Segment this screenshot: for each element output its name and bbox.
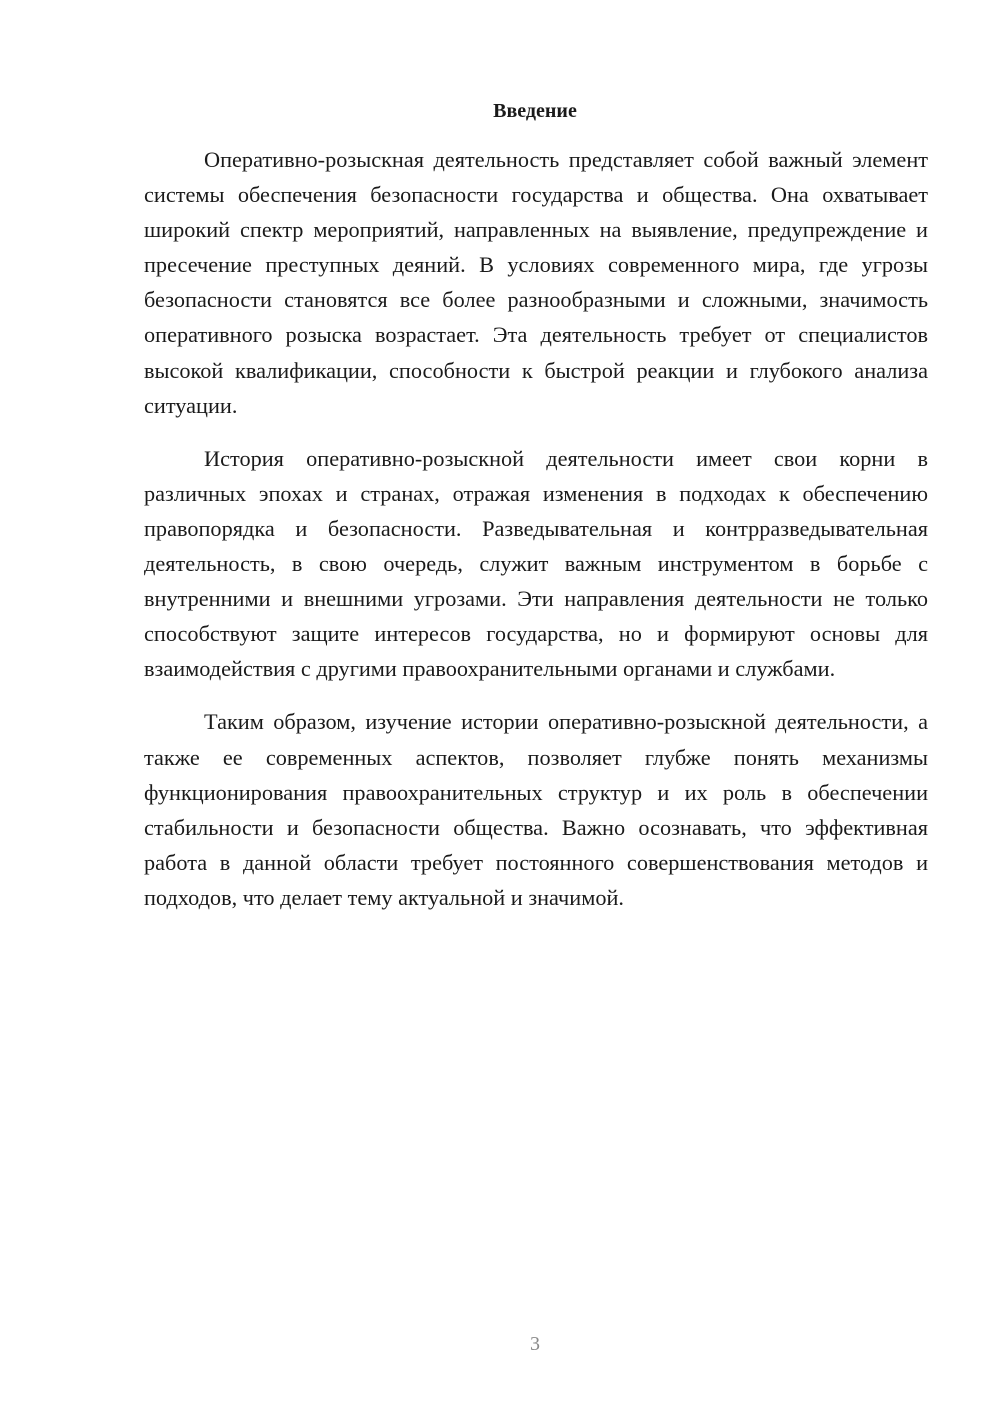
document-body [144, 142, 928, 933]
paragraph-2: История оперативно-розыскной деятельности имеет свои корни в различных эпохах и странах, отражая изменения в подходах к обеспечению правопорядка и безопасности. Разведывательная и контрразведывательная деятельность, в свою очередь, служит важным инструментом в борьбе с внутренними и внешними угрозами. Эти направления деятельности не только способствуют защите интересов государства, но и формируют основы для взаимодействия с другими правоохранительными органами и службами. [144, 445, 928, 682]
paragraph-3: Таким образом, изучение истории оперативно-розыскной деятельности, а также ее современных аспектов, позволяет глубже понять механизмы функционирования правоохранительных структур и их роль в обеспечении стабильности и безопасности общества. Важно осознавать, что эффективная работа в данной области требует постоянного совершенствования методов и подходов, что делает тему актуальной и значимой. [144, 709, 928, 910]
page-title: Введение [493, 100, 577, 122]
page-number: 3 [530, 1333, 540, 1355]
paragraph-1: Оперативно-розыскная деятельность представляет собой важный элемент системы обеспечения безопасности государства и общества. Она охватывает широкий спектр мероприятий, направленных на выявление, предупреждение и пресечение преступных деяний. В условиях современного мира, где угрозы безопасности становятся все более разнообразными и сложными, значимость оперативного розыска возрастает. Эта деятельность требует от специалистов высокой квалификации, способности к быстрой реакции и глубокого анализа ситуации. [144, 147, 928, 418]
